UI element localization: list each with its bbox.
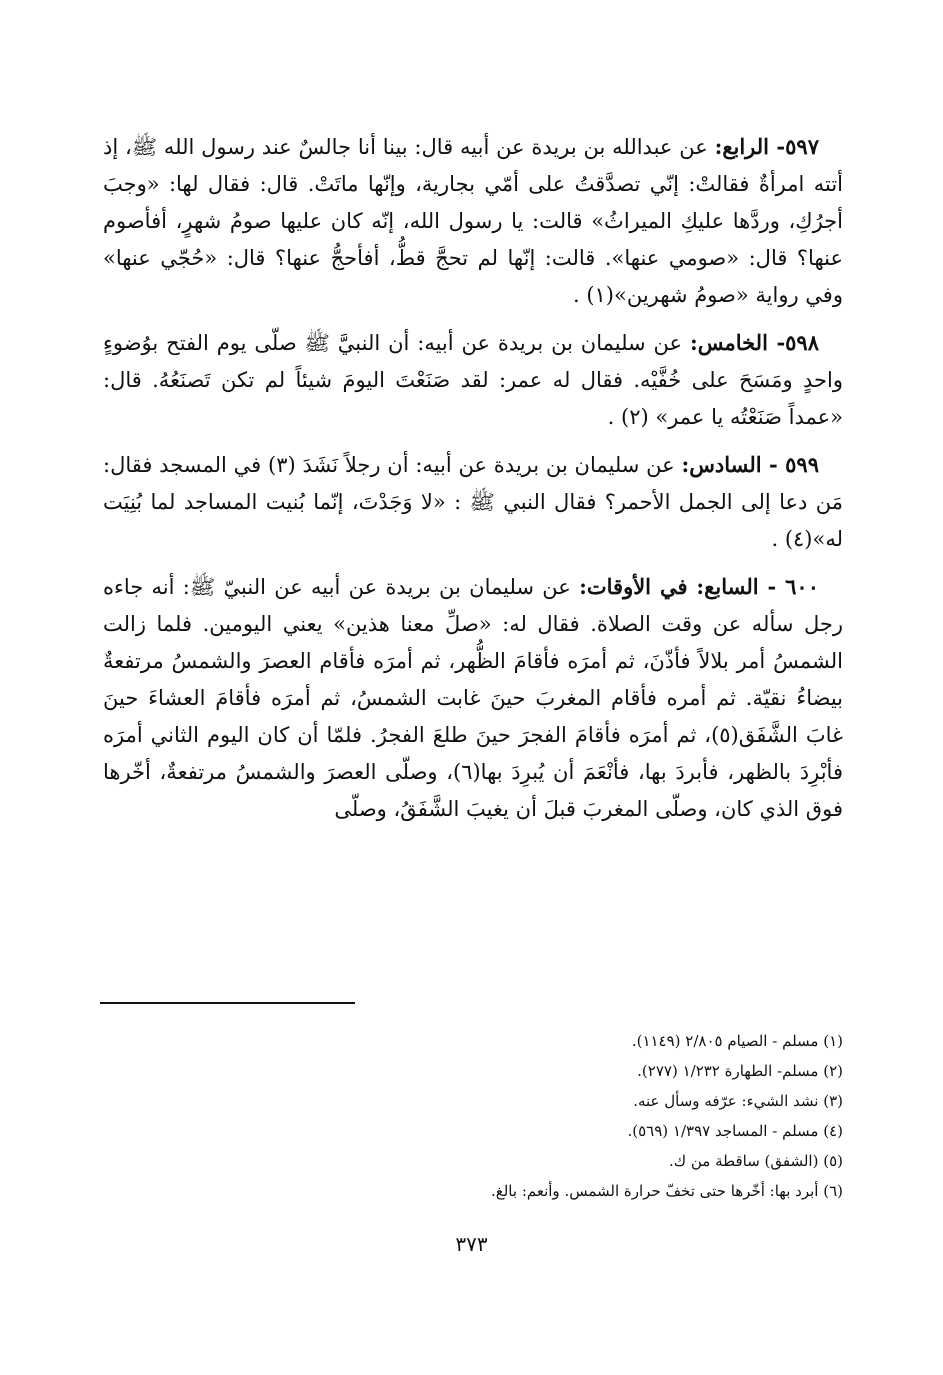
footnote-5: (٥) (الشفق) ساقطة من ك. — [668, 1152, 843, 1170]
paragraph-597 — [103, 128, 843, 314]
paragraph-heading: ٥٩٩ - السادس: — [681, 452, 819, 477]
main-text — [103, 128, 843, 838]
paragraph-body: عن سليمان بن بريدة عن أبيه: أن رجلاً نَشَدَ (٣) في المسجد فقال: مَن دعا إلى الجمل الأحمر؟ فقال النبي ﷺ : «لا وَجَدْتَ، إنّما بُنيت المساجد لما بُنِيَت له»(٤) . — [103, 453, 843, 551]
footnote-6: (٦) أبرد بها: أخّرها حتى تخفّ حرارة الشمس. وأنعم: بالغ. — [490, 1182, 843, 1200]
paragraph-599 — [103, 446, 843, 558]
paragraph-600 — [103, 568, 843, 828]
paragraph-body: عن سليمان بن بريدة عن أبيه: أن النبيَّ ﷺ صلّى يوم الفتح بوُضوءٍ واحدٍ ومَسَحَ على خُفَّيْه. فقال له عمر: لقد صَنَعْتَ اليومَ شيئاً لم تكن تَصنَعُهُ. قال: «عمداً صَنَعْتُه يا عمر» (٢) . — [103, 331, 843, 429]
paragraph-heading: ٦٠٠ - السابع: في الأوقات: — [579, 574, 819, 599]
page-number: ٣٧٣ — [455, 1232, 488, 1256]
paragraph-598 — [103, 324, 843, 436]
footnote-3: (٣) نشد الشيء: عرّفه وسأل عنه. — [633, 1092, 843, 1110]
footnote-4: (٤) مسلم - المساجد ١/٣٩٧ (٥٦٩). — [627, 1122, 843, 1140]
footnote-1: (١) مسلم - الصيام ٢/٨٠٥ (١١٤٩). — [631, 1032, 843, 1050]
paragraph-heading: ٥٩٧- الرابع: — [714, 134, 819, 159]
paragraph-heading: ٥٩٨- الخامس: — [689, 330, 819, 355]
footnote-divider — [100, 1002, 355, 1004]
paragraph-body: عن سليمان بن بريدة عن أبيه عن النبيّ ﷺ: أنه جاءه رجل سأله عن وقت الصلاة. فقال له: «صلِّ معنا هذين» يعني اليومين. فلما زالت الشمسُ أمر بلالاً فأذّنَ، ثم أمرَه فأقامَ الظُّهر، ثم أمرَه فأقام العصرَ والشمسُ مرتفعةٌ بيضاءُ نقيّة. ثم أمره فأقام المغربَ حينَ غابت الشمسُ، ثم أمرَه فأقامَ العشاءَ حينَ غابَ الشَّفَق(٥)، ثم أمرَه فأقامَ الفجرَ حينَ طلعَ الفجرُ. فلمّا أن كان اليوم الثاني أمرَه فأبْرِدَ بالظهر، فأبردَ بها، فأنْعَمَ أن يُبرِدَ بها(٦)، وصلّى العصرَ والشمسُ مرتفعةٌ، أخّرها فوق الذي كان، وصلّى المغربَ قبلَ أن يغيبَ الشَّفَقُ، وصلّى — [103, 575, 843, 821]
paragraph-body: عن عبدالله بن بريدة عن أبيه قال: بينا أنا جالسٌ عند رسول الله ﷺ، إذ أتته امرأةٌ فقالتْ: إنّي تصدَّقتُ على أمّي بجارية، وإنّها ماتَتْ. قال: فقال لها: «وجبَ أجرُكِ، وردَّها عليكِ الميراثُ» قالت: يا رسول الله، إنّه كان عليها صومُ شهرٍ، أفأصوم عنها؟ قال: «صومي عنها». قالت: إنّها لم تحجَّ قطُّ، أفأحجُّ عنها؟ قال: «حُجّي عنها» وفي رواية «صومُ شهرين»(١) . — [103, 135, 843, 307]
footnotes — [103, 1026, 843, 1206]
footnote-2: (٢) مسلم- الطهارة ١/٢٣٢ (٢٧٧). — [637, 1062, 843, 1080]
